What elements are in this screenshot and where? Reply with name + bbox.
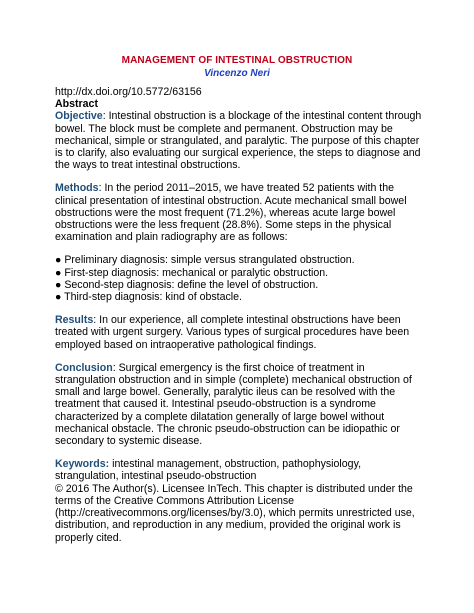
conclusion-label: Conclusion [55,361,113,374]
methods-text: : In the period 2011–2015, we have treated 52 patients with the clinical presentation of intestinal obstruction. Acute mechanical small bowel obstructions were the most frequent (71.2%), whereas acute large bowel obstructions were the less frequent (28.8%). Some steps in the physical examination and plain radiography are as follows: [55,182,407,244]
list-item: ● Third-step diagnosis: kind of obstacle. [55,291,242,304]
diagnosis-steps-list [55,254,427,303]
license-paragraph: © 2016 The Author(s). Licensee InTech. This chapter is distributed under the terms of the Creative Commons Attribution License (http://creativecommons.org/licenses/by/3.0), which permits unrestricted use, distribution, and reproduction in any medium, provided the original work is properly cited. [55,482,415,544]
objective-paragraph [55,110,427,171]
methods-paragraph [55,182,427,243]
results-label: Results [55,314,94,327]
list-item: ● Preliminary diagnosis: simple versus strangulated obstruction. [55,254,355,267]
list-item: ● First-step diagnosis: mechanical or paralytic obstruction. [55,266,329,279]
author-name: Vincenzo Neri [204,68,270,79]
objective-text: : Intestinal obstruction is a blockage of the intestinal content through bowel. The block must be complete and permanent. Obstruction may be mechanical, simple or strangulated, and paralytic. The purpose of this chapter is to clarify, also evaluating our surgical experience, the steps to diagnose and the ways to treat intestinal obstructions. [55,110,422,172]
conclusion-paragraph [55,362,427,447]
keywords-paragraph [55,458,427,482]
abstract-heading: Abstract [55,98,98,111]
keywords-label: Keywords: [55,458,110,471]
abstract-body [55,86,427,544]
keywords-text: intestinal management, obstruction, pathophysiology, strangulation, intestinal pseudo-obstruction [55,458,362,483]
conclusion-text: : Surgical emergency is the first choice of treatment in strangulation obstruction and in simple (complete) mechanical obstruction of small and large bowel. Generally, paralytic ileus can be resolved with the treatment that caused it. Intestinal pseudo-obstruction is a syndrome characterized by a complete dilatation generally of large bowel without mechanical obstacle. The chronic pseudo-obstruction can be idiopathic or secondary to systemic disease. [55,361,412,448]
objective-label: Objective [55,110,103,123]
methods-label: Methods [55,182,99,195]
doi-link[interactable]: http://dx.doi.org/10.5772/63156 [55,86,202,98]
results-paragraph [55,314,427,351]
document-title: MANAGEMENT OF INTESTINAL OBSTRUCTION [121,55,353,66]
results-text: : In our experience, all complete intestinal obstructions have been treated with urgent surgery. Various types of surgical procedures have been employed based on intraoperative pathological findings. [55,314,410,351]
list-item: ● Second-step diagnosis: define the level of obstruction. [55,278,319,291]
